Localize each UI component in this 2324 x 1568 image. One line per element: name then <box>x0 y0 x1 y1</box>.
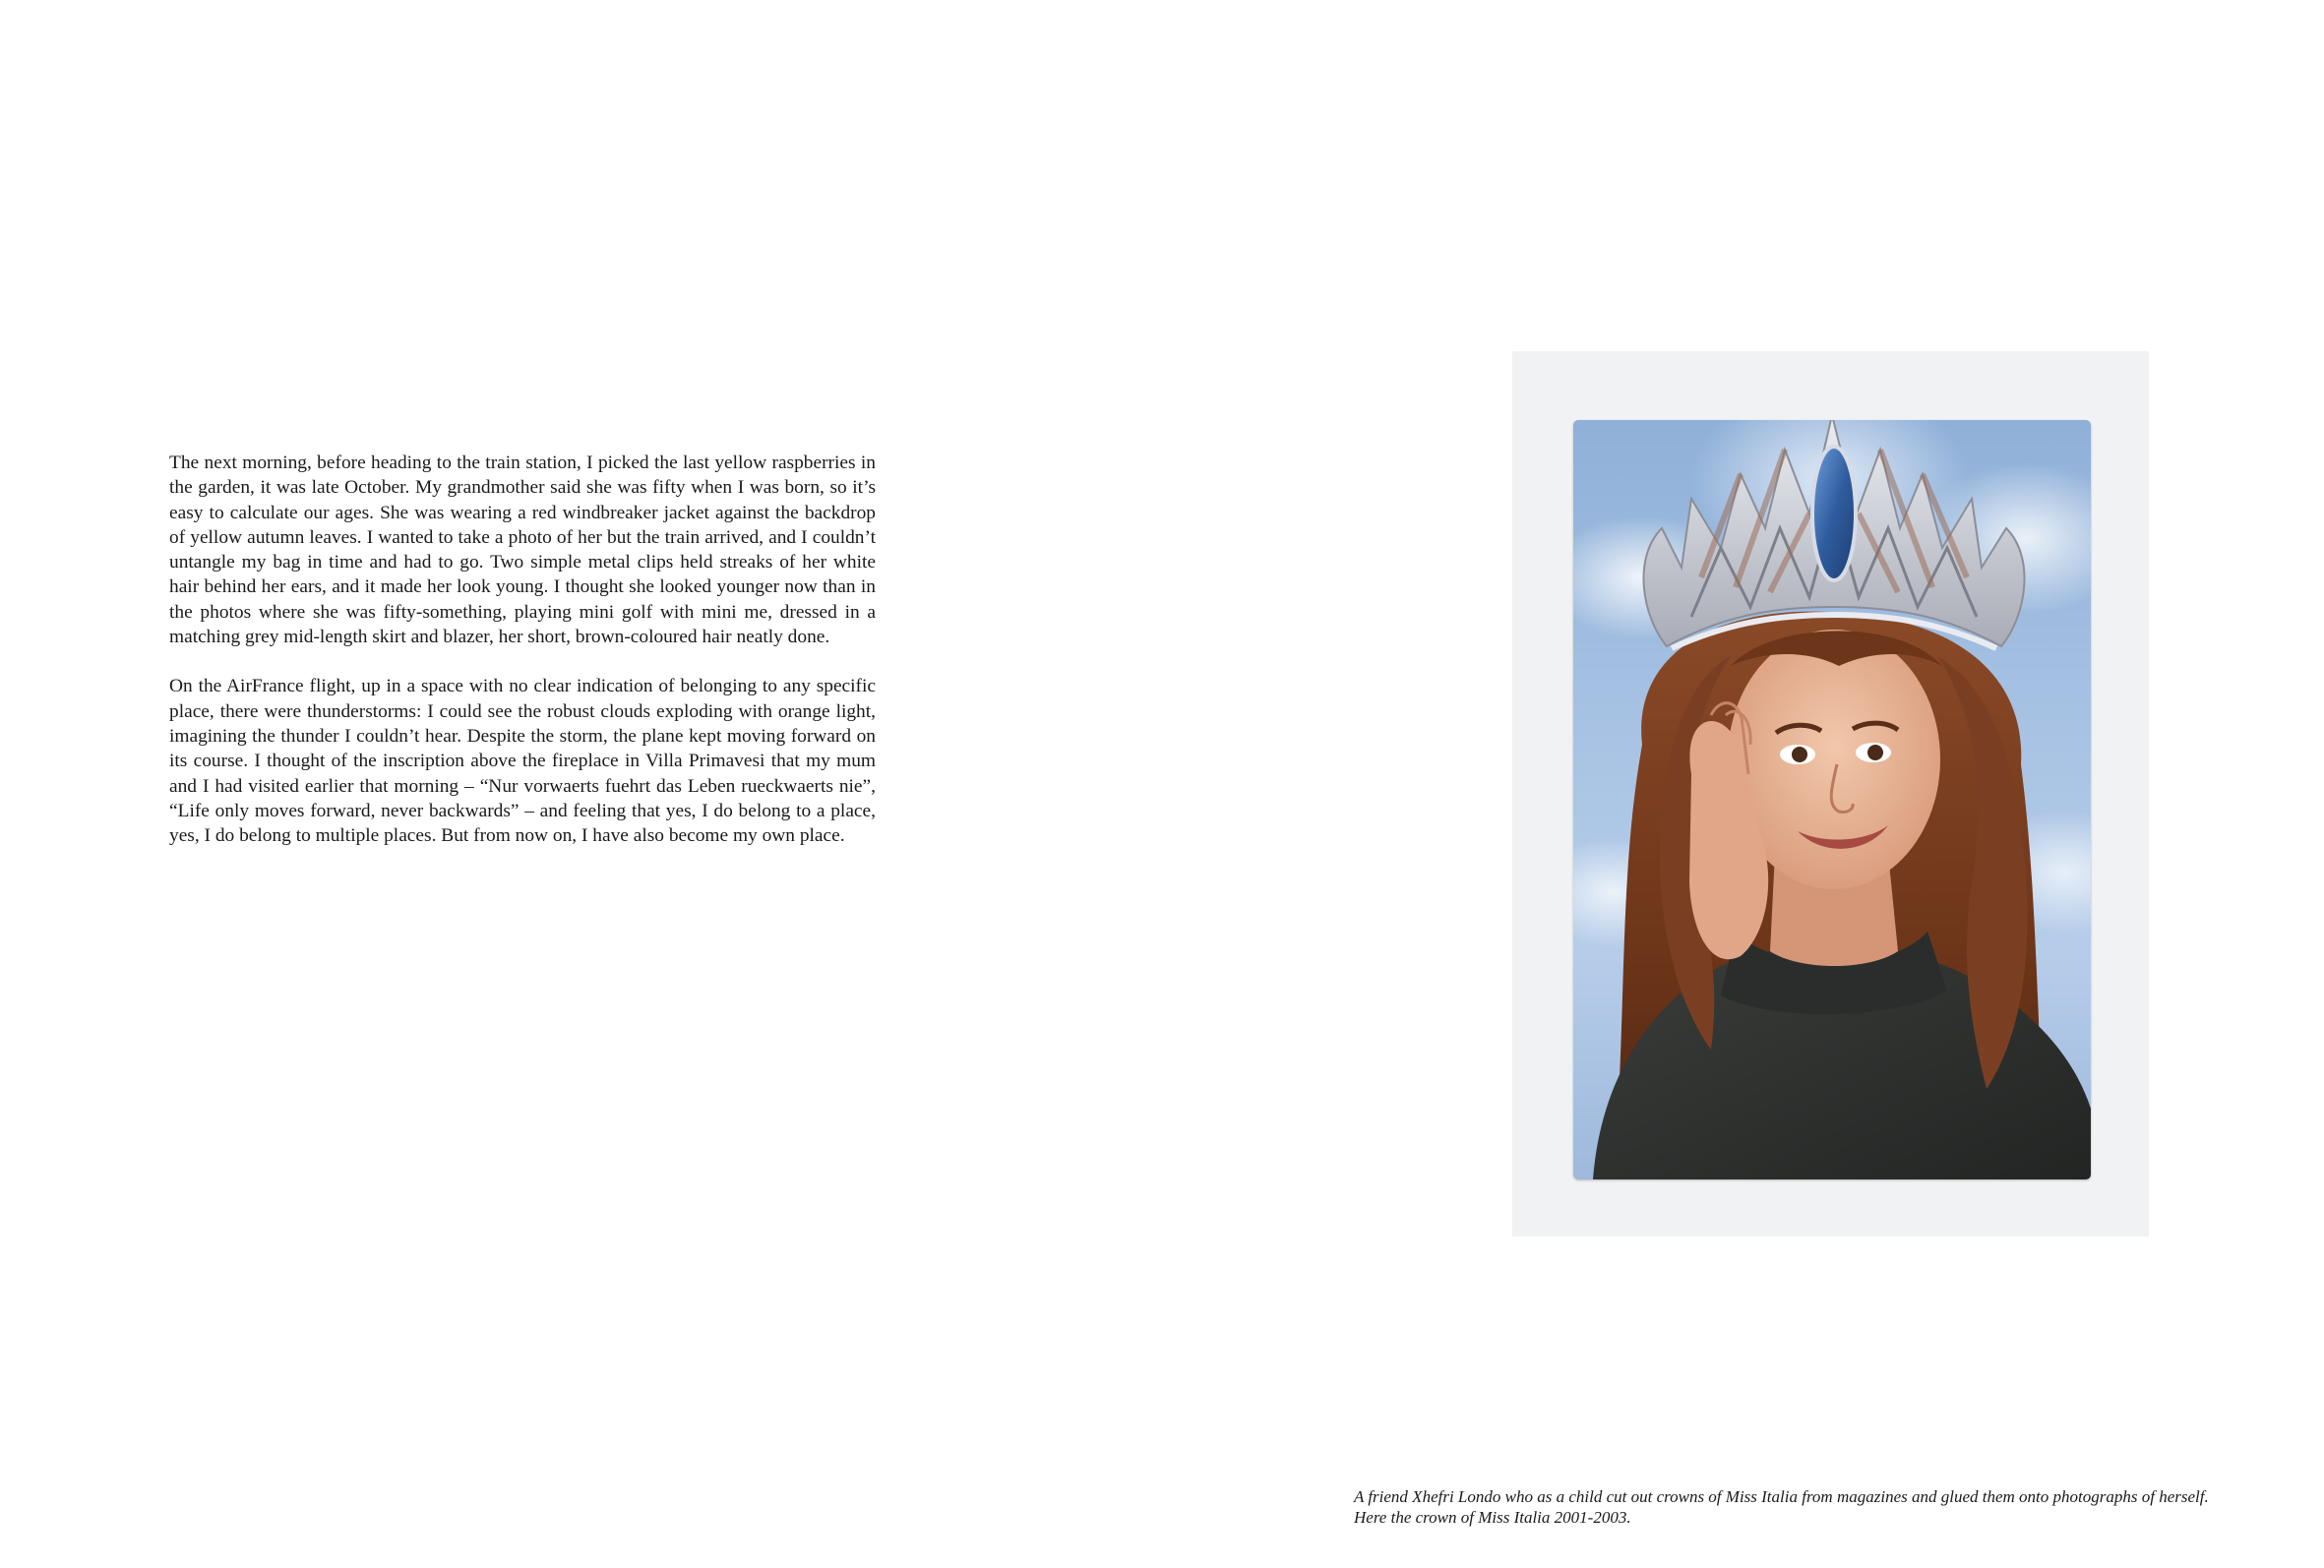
body-paragraph-1: The next morning, before heading to the train station, I picked the last yellow raspberries in the garden, it was late October. My grandmother said she was fifty when I was born, so it’s easy to calculate our ages. She was wearing a red windbreaker jacket against the backdrop of yellow autumn leaves. I wanted to take a photo of her but the train arrived, and I couldn’t untangle my bag in time and had to go. Two simple metal clips held streaks of her white hair behind her ears, and it made her look young. I thought she looked younger now than in the photos where she was fifty-something, playing mini golf with mini me, dressed in a matching grey mid-length skirt and blazer, her short, brown-coloured hair neatly done. <box>169 452 876 648</box>
portrait-illustration <box>1573 420 2091 1179</box>
childhood-photo <box>1573 420 2091 1179</box>
caption-line-2: Here the crown of Miss Italia 2001-2003. <box>1354 1508 1631 1527</box>
photo-caption <box>1354 1486 2298 1528</box>
crown-cutout <box>1643 420 2024 648</box>
photo-mount <box>1512 351 2149 1236</box>
body-paragraph-2: On the AirFrance flight, up in a space with no clear indication of belonging to any specific place, there were thunderstorms: I could see the robust clouds exploding with orange light, imagining the thunder I couldn’t hear. Despite the storm, the plane kept moving forward on its course. I thought of the inscription above the fireplace in Villa Primavesi that my mum and I had visited earlier that morning – “Nur vorwaerts fuehrt das Leben rueckwaerts nie”, “Life only moves forward, never backwards” – and feeling that yes, I do belong to a place, yes, I do belong to multiple places. But from now on, I have also become my own place. <box>169 676 876 847</box>
body-text-column <box>169 451 876 873</box>
caption-line-1: A friend Xhefri Londo who as a child cut out crowns of Miss Italia from magazines and glued them onto photographs of herself. <box>1354 1487 2209 1506</box>
crown-gem <box>1812 447 1856 580</box>
